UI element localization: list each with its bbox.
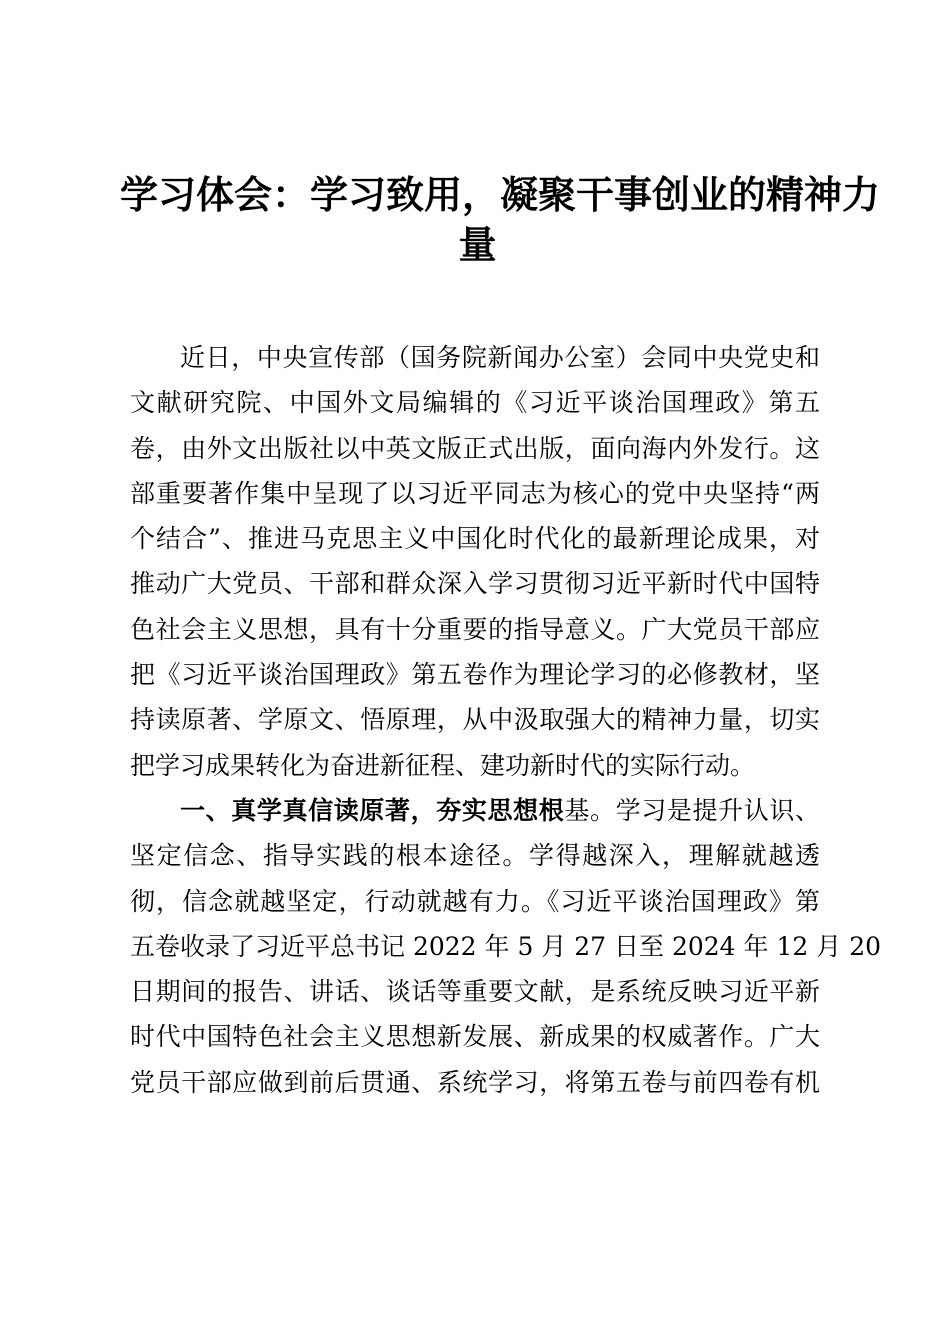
text-line: 把《习近平谈治国理政》第五卷作为理论学习的必修教材，坚 xyxy=(130,660,820,690)
text-line: 把学习成果转化为奋进新征程、建功新时代的实际行动。 xyxy=(130,750,756,780)
text-line: 持读原著、学原文、悟原理，从中汲取强大的精神力量，切实 xyxy=(130,705,820,735)
text-line: 个结合”、推进马克思主义中国化时代化的最新理论成果，对 xyxy=(130,524,820,554)
paragraph-section-1 xyxy=(130,788,882,1105)
text-line: 彻，信念就越坚定，行动就越有力。《习近平谈治国理政》第 xyxy=(130,886,820,916)
text-line: 近日，中央宣传部（国务院新闻办公室）会同中央党史和 xyxy=(180,343,820,372)
section-heading-line xyxy=(130,788,820,833)
paragraph-intro xyxy=(130,335,820,788)
text-line: 时代中国特色社会主义思想新发展、新成果的权威著作。广大 xyxy=(130,1022,820,1052)
text-line: 日期间的报告、讲话、谈话等重要文献，是系统反映习近平新 xyxy=(130,977,820,1007)
text-line: 部重要著作集中呈现了以习近平同志为核心的党中央坚持“两 xyxy=(130,478,820,508)
text-line: 色社会主义思想，具有十分重要的指导意义。广大党员干部应 xyxy=(130,614,820,644)
text-line: 文献研究院、中国外文局编辑的《习近平谈治国理政》第五 xyxy=(130,388,820,418)
document-title xyxy=(120,170,881,270)
text-line: 五卷收录了习近平总书记 2022 年 5 月 27 日至 2024 年 12 月 20 xyxy=(130,931,882,961)
text-line: 党员干部应做到前后贯通、系统学习，将第五卷与前四卷有机 xyxy=(130,1067,820,1097)
title-line-2: 量 xyxy=(458,223,497,267)
text-line: 推动广大党员、干部和群众深入学习贯彻习近平新时代中国特 xyxy=(130,569,820,599)
document-body xyxy=(130,335,882,1105)
text-run: 基。学习是提升认识、 xyxy=(564,795,820,825)
text-line: 卷，由外文出版社以中英文版正式出版，面向海内外发行。这 xyxy=(130,433,820,463)
section-heading: 一、真学真信读原著，夯实思想根 xyxy=(180,795,565,825)
text-line: 坚定信念、指导实践的根本途径。学得越深入，理解就越透 xyxy=(130,841,820,871)
title-line-1: 学习体会：学习致用，凝聚干事创业的精神力 xyxy=(120,173,881,217)
